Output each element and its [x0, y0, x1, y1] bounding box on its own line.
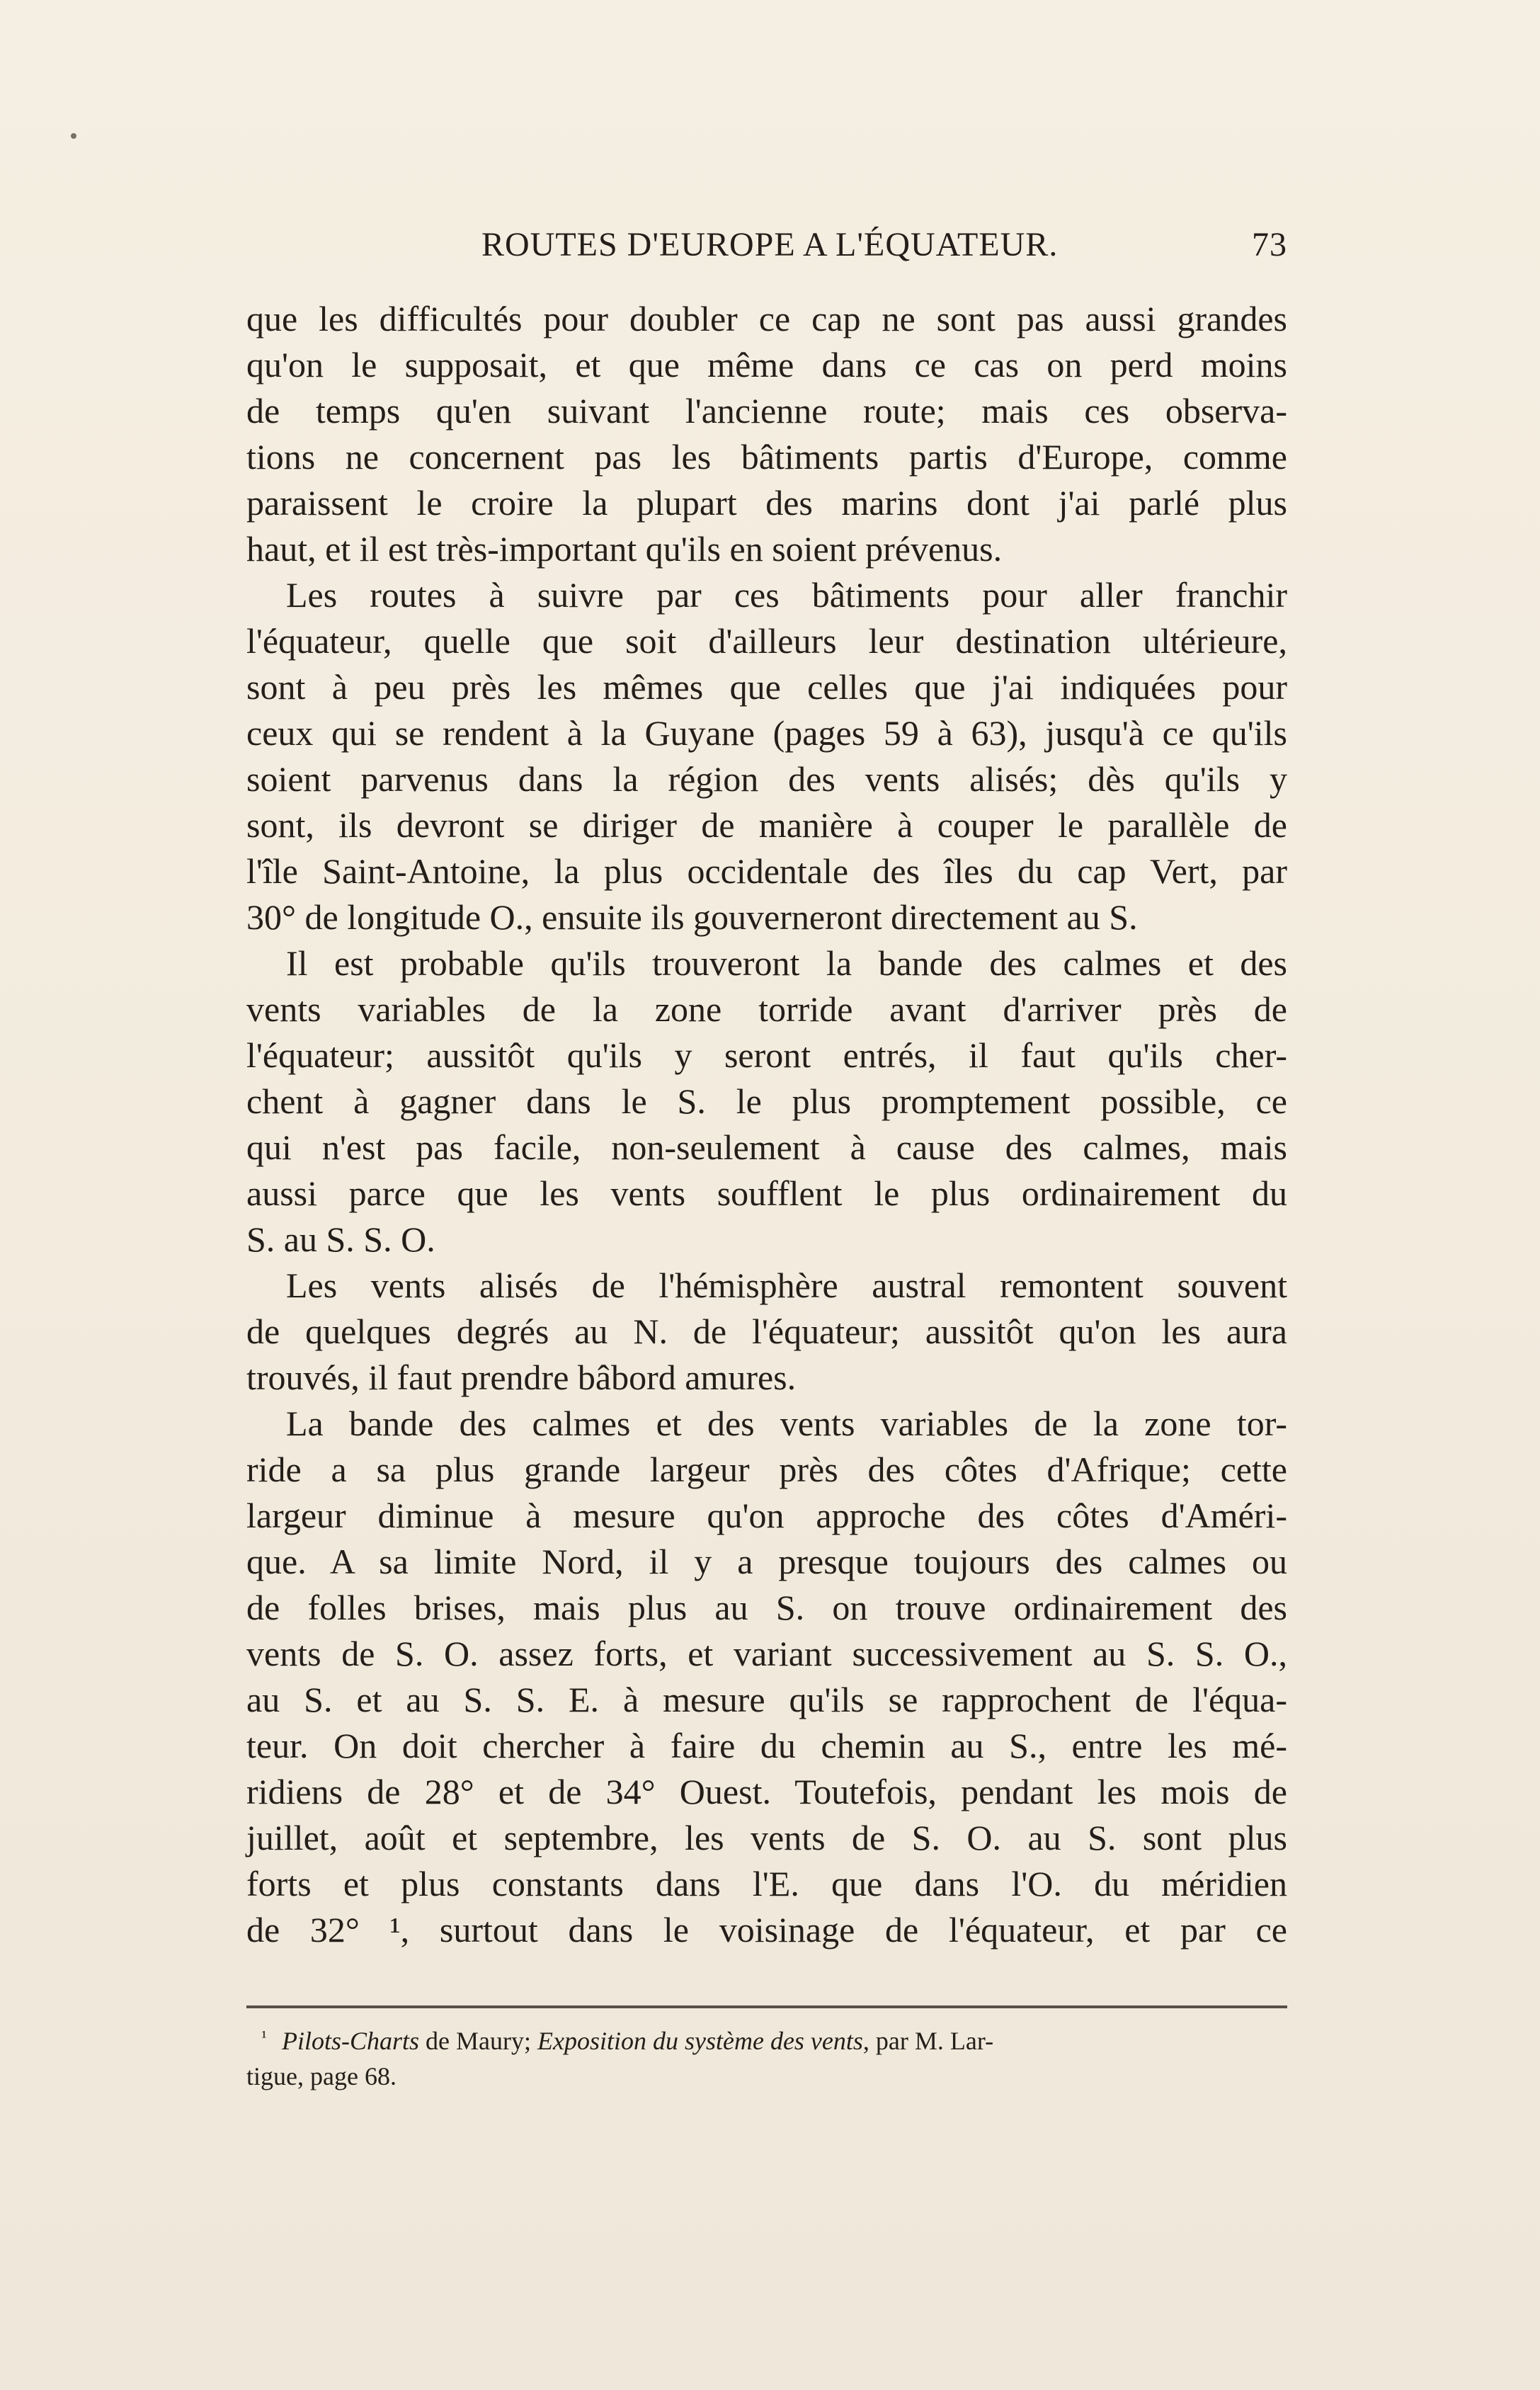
text-line: S. au S. S. O.: [246, 1219, 435, 1259]
text-line: largeur diminue à mesure qu'on approche des côtes d'Améri-: [246, 1496, 1287, 1535]
text-line: Les routes à suivre par ces bâtiments pour aller franchir: [286, 575, 1287, 615]
text-line: Il est probable qu'ils trouveront la bande des calmes et des: [286, 943, 1287, 983]
running-header: [246, 225, 1287, 271]
footnote-line-2: tigue, page 68.: [246, 2062, 397, 2090]
text-line: qu'on le supposait, et que même dans ce cas on perd moins: [246, 345, 1287, 385]
footnote-separator: [246, 2005, 1287, 2008]
footnote-mark: ¹: [261, 2028, 267, 2047]
text-line: que. A sa limite Nord, il y a presque toujours des calmes ou: [246, 1542, 1287, 1581]
text-line: vents variables de la zone torride avant d'arriver près de: [246, 989, 1287, 1029]
text-line: paraissent le croire la plupart des marins dont j'ai parlé plus: [246, 483, 1287, 523]
text-line: au S. et au S. S. E. à mesure qu'ils se rapprochent de l'équa-: [246, 1680, 1287, 1719]
text-line: La bande des calmes et des vents variables de la zone tor-: [286, 1404, 1287, 1443]
footnote: [246, 2020, 1280, 2094]
text-line: aussi parce que les vents soufflent le plus ordinairement du: [246, 1173, 1287, 1213]
text-line: forts et plus constants dans l'E. que dans l'O. du méridien: [246, 1864, 1287, 1904]
text-line: que les difficultés pour doubler ce cap ne sont pas aussi grandes: [246, 299, 1287, 338]
footnote-title-1: Pilots-Charts: [282, 2027, 420, 2055]
text-line: de folles brises, mais plus au S. on trouve ordinairement des: [246, 1588, 1287, 1627]
text-line: haut, et il est très-important qu'ils en soient prévenus.: [246, 529, 1003, 569]
text-line: chent à gagner dans le S. le plus promptement possible, ce: [246, 1081, 1287, 1121]
footnote-text-2: , par M. Lar-: [862, 2027, 994, 2055]
text-line: qui n'est pas facile, non-seulement à cause des calmes, mais: [246, 1127, 1287, 1167]
text-line: trouvés, il faut prendre bâbord amures.: [246, 1358, 797, 1397]
page-number: 73: [1252, 226, 1287, 263]
ink-speck: [71, 133, 76, 139]
text-line: ridiens de 28° et de 34° Ouest. Toutefois, pendant les mois de: [246, 1772, 1287, 1811]
body-text: [246, 296, 1287, 1953]
footnote-text-1: de Maury;: [419, 2027, 537, 2055]
text-line: l'île Saint-Antoine, la plus occidentale des îles du cap Vert, par: [246, 851, 1287, 891]
text-line: de temps qu'en suivant l'ancienne route; mais ces observa-: [246, 391, 1287, 431]
text-line: 30° de longitude O., ensuite ils gouverneront directement au S.: [246, 897, 1138, 937]
text-line: ride a sa plus grande largeur près des côtes d'Afrique; cette: [246, 1450, 1287, 1489]
text-line: sont, ils devront se diriger de manière à couper le parallèle de: [246, 805, 1287, 845]
text-line: Les vents alisés de l'hémisphère austral remontent souvent: [286, 1265, 1287, 1305]
text-line: soient parvenus dans la région des vents alisés; dès qu'ils y: [246, 759, 1287, 799]
text-line: l'équateur, quelle que soit d'ailleurs leur destination ultérieure,: [246, 621, 1287, 661]
text-line: l'équateur; aussitôt qu'ils y seront entrés, il faut qu'ils cher-: [246, 1035, 1287, 1075]
text-line: teur. On doit chercher à faire du chemin au S., entre les mé-: [246, 1726, 1287, 1765]
text-line: de quelques degrés au N. de l'équateur; aussitôt qu'on les aura: [246, 1311, 1287, 1351]
text-line: tions ne concernent pas les bâtiments partis d'Europe, comme: [246, 437, 1287, 477]
text-line: de 32° ¹, surtout dans le voisinage de l'équateur, et par ce: [246, 1910, 1287, 1950]
text-line: sont à peu près les mêmes que celles que j'ai indiquées pour: [246, 667, 1287, 707]
footnote-title-2: Exposition du système des vents: [537, 2027, 863, 2055]
text-line: vents de S. O. assez forts, et variant successivement au S. S. O.,: [246, 1634, 1287, 1673]
text-line: juillet, août et septembre, les vents de S. O. au S. sont plus: [246, 1818, 1287, 1857]
running-title: ROUTES D'EUROPE A L'ÉQUATEUR.: [481, 226, 1059, 263]
text-line: ceux qui se rendent à la Guyane (pages 59 à 63), jusqu'à ce qu'ils: [246, 713, 1287, 753]
